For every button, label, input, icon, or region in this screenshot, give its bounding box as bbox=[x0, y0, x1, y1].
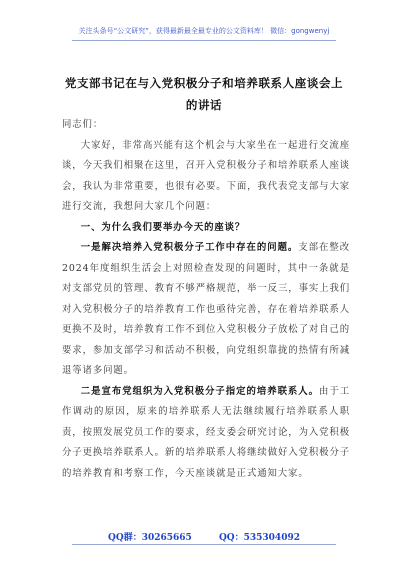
point-2-text: 由于工作调动的原因，原来的培养联系人无法继续履行培养联系人职责，按照发展党员工作的要求，经支委会研究讨论，为入党积极分子更换培养联系人。新的培养联系人将继续做好入党积极分子的培养教育和考察工作，今天座谈就是正式通知大家。 bbox=[62, 385, 351, 479]
point-1-text: 支部在整改2024年度组织生活会上对照检查发现的问题时，其中一条就是对支部党员的管理、教育不够严格规范，举一反三，事实上我们对入党积极分子的培养教育工作也亟待完善，存在着培养联系人更换不及时，培养教育工作不到位入党积极分子放松了对自己的要求，参加支部学习和活动不积极，向党组织靠拢的热情有所减退等诸多问题。 bbox=[62, 242, 350, 376]
salutation: 同志们： bbox=[62, 119, 104, 130]
footer-contact bbox=[0, 530, 408, 543]
footer-qq-group: QQ群：30265665 bbox=[108, 533, 192, 543]
paragraph-point-1 bbox=[62, 238, 350, 382]
header-divider bbox=[72, 40, 336, 41]
point-2-lead: 二是宣布党组织为入党积极分子指定的培养联系人。 bbox=[80, 385, 320, 397]
footer-qq: QQ：535304092 bbox=[218, 533, 300, 543]
document-title: 党支部书记在与入党积极分子和培养联系人座谈会上的讲话 bbox=[64, 76, 344, 112]
document-body bbox=[62, 113, 350, 484]
section-heading-1: 一、为什么我们要举办今天的座谈？ bbox=[80, 221, 246, 233]
header-banner: 关注头条号“公文研究”，获得最新最全最专业的公文资料库！ 微信：gongwenyj bbox=[78, 27, 330, 35]
footer-divider bbox=[72, 544, 336, 545]
paragraph-intro: 大家好，非常高兴能有这个机会与大家坐在一起进行交流座谈，今天我们相聚在这里，召开入党积极分子和培养联系人座谈会，我认为非常重要，也很有必要。下面，我代表党支部与大家进行交流，我想问大家几个问题： bbox=[62, 139, 350, 212]
point-1-lead: 一是解决培养入党积极分子工作中存在的问题。 bbox=[80, 242, 299, 253]
paragraph-point-2 bbox=[62, 382, 350, 485]
